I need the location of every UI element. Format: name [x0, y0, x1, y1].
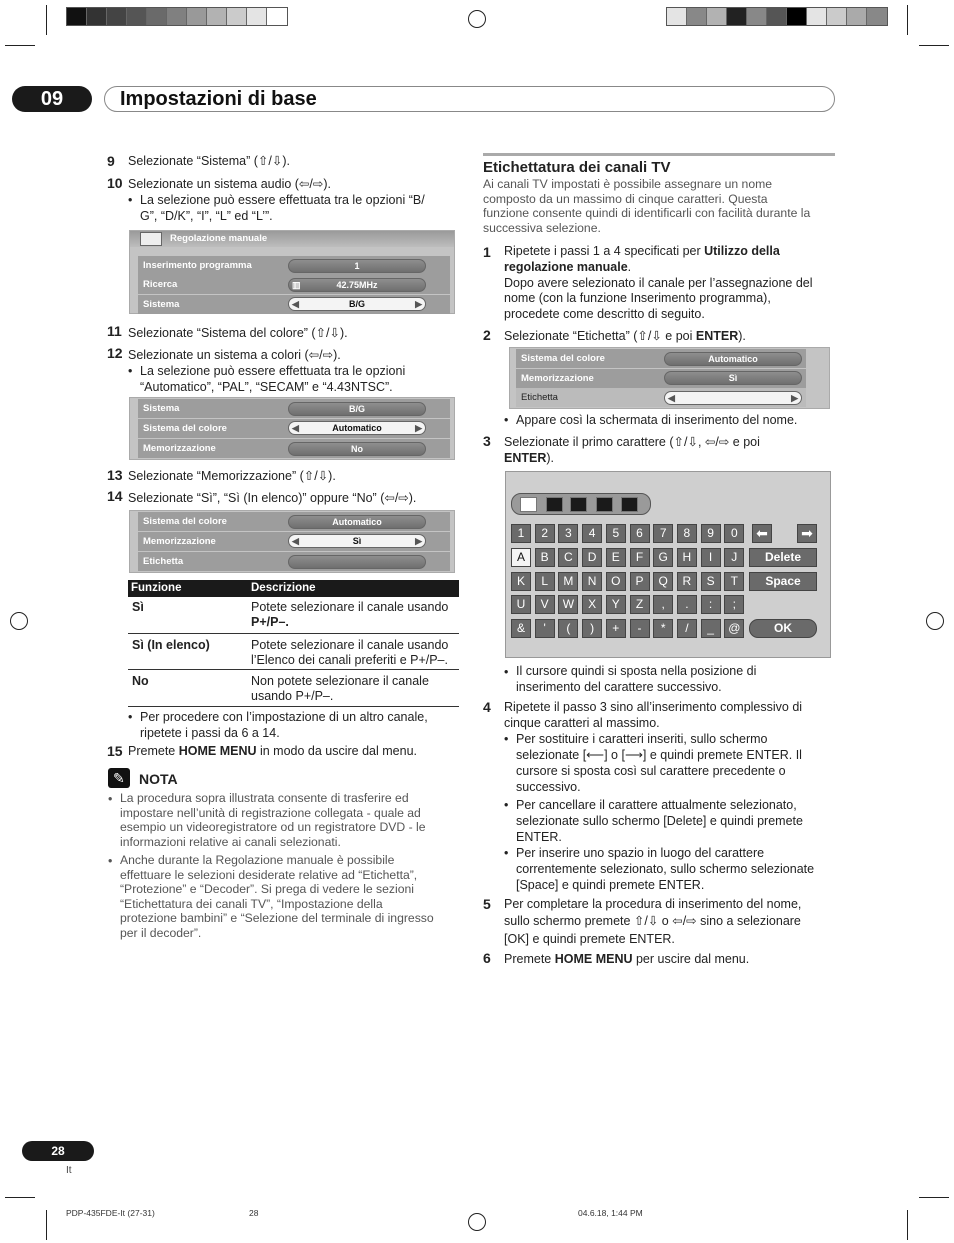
bullet: •	[128, 364, 133, 378]
color-bar-right	[666, 7, 888, 26]
key-1-6[interactable]: 6	[630, 524, 650, 543]
osd-title: Regolazione manuale	[170, 233, 268, 244]
step-9-text: Selezionate “Sistema” (⇧/⇩).	[128, 154, 290, 168]
page-title: Impostazioni di base	[120, 88, 317, 110]
step-10-text: Selezionate un sistema audio (⇦/⇨).	[128, 177, 331, 191]
step-14-text: Selezionate “Sì”, “Sì (In elenco)” oppure “No” (⇦/⇨).	[128, 491, 417, 505]
bullet: •	[504, 413, 509, 427]
table-header	[128, 580, 459, 597]
table-row	[128, 597, 459, 634]
after-table-bullet-2: ripetete i passi da 6 a 14.	[140, 726, 280, 740]
bullet: •	[504, 798, 509, 812]
table-cell-description: P+/P–.	[251, 615, 289, 629]
bullet: •	[504, 665, 509, 679]
osd-value-text: Automatico	[332, 423, 382, 433]
key-1-1[interactable]: 1	[511, 524, 531, 543]
note-title: NOTA	[139, 771, 178, 787]
key-3-7[interactable]: Q	[653, 572, 673, 591]
step-5-text: Per completare la procedura di inserimento del nome, sullo schermo premete ⇧/⇩ o ⇦/⇨ sino a selezionare [OK] e quindi premete ENTER.	[504, 897, 802, 946]
key-1-9[interactable]: 9	[701, 524, 721, 543]
key-4-10[interactable]: ;	[724, 595, 744, 614]
key-4-6[interactable]: Z	[630, 595, 650, 614]
osd-color-system	[129, 397, 455, 460]
arrow-right-icon: ▶	[415, 536, 422, 546]
key-1-3[interactable]: 3	[558, 524, 578, 543]
step-2-number: 2	[483, 327, 491, 343]
section-heading: Etichettatura dei canali TV	[483, 159, 671, 176]
osd-value: Automatico	[288, 515, 426, 529]
osd-row-label: Etichetta	[521, 392, 558, 403]
key-2-9[interactable]: I	[701, 548, 721, 567]
key-4-3[interactable]: W	[558, 595, 578, 614]
osd-value: 1	[288, 259, 426, 273]
key-1-2[interactable]: 2	[535, 524, 555, 543]
arrow-left-icon: ◀	[668, 393, 675, 403]
step-13-text: Selezionate “Memorizzazione” (⇧/⇩).	[128, 469, 336, 483]
step-11-text: Selezionate “Sistema del colore” (⇧/⇩).	[128, 326, 348, 340]
color-bar-left	[66, 7, 288, 26]
osd-selector[interactable]	[664, 391, 802, 405]
key-4-1[interactable]: U	[511, 595, 531, 614]
osd-memorization	[129, 510, 455, 573]
registration-mark-right	[926, 612, 944, 630]
step-10-bullet-1: La selezione può essere effettuata tra le opzioni “B/	[140, 193, 425, 207]
step-4-bullet-3: Per inserire uno spazio in luogo del carattere correntemente selezionato, sullo schermo selezionate [Space] e quindi premete ENTER.	[516, 846, 815, 893]
osd-label-select	[509, 347, 830, 409]
step-4-number: 4	[483, 699, 491, 715]
cursor-right-icon[interactable]: ➡	[797, 524, 817, 543]
chapter-number: 09	[12, 86, 92, 112]
bullet: •	[128, 710, 133, 724]
osd-row-label: Sistema	[143, 403, 180, 414]
step-9-number: 9	[107, 153, 115, 169]
ok-button[interactable]: OK	[749, 619, 817, 638]
key-5-10[interactable]: @	[724, 619, 744, 638]
key-5-1[interactable]: &	[511, 619, 531, 638]
key-4-8[interactable]: .	[677, 595, 697, 614]
osd-selector[interactable]	[288, 297, 426, 311]
step-12-number: 12	[107, 345, 123, 361]
name-entry-keyboard	[505, 471, 831, 658]
osd-value	[288, 555, 426, 569]
key-1-7[interactable]: 7	[653, 524, 673, 543]
key-4-2[interactable]: V	[535, 595, 555, 614]
step-14-number: 14	[107, 488, 123, 504]
footer-file: PDP-435FDE-It (27-31)	[66, 1208, 155, 1218]
table-cell-description: Potete selezionare il canale usando	[251, 600, 449, 614]
step-3-bullet: Il cursore quindi si sposta nella posizione di inserimento del carattere successivo.	[516, 664, 757, 694]
key-2-1[interactable]: A	[511, 548, 531, 567]
osd-value: B/G	[288, 402, 426, 416]
channel-icon: ▥	[292, 280, 301, 290]
arrow-left-icon: ◀	[292, 536, 299, 546]
osd-header	[130, 231, 454, 247]
step-6-text: Premete HOME MENU per uscire dal menu.	[504, 952, 750, 966]
key-2-2[interactable]: B	[535, 548, 555, 567]
step-11-number: 11	[107, 323, 122, 339]
key-3-9[interactable]: S	[701, 572, 721, 591]
key-5-6[interactable]: -	[630, 619, 650, 638]
osd-manual-setup	[129, 230, 455, 314]
step-10-bullet-2: G”, “D/K”, “I”, “L” ed “L’”.	[140, 209, 273, 223]
key-1-4[interactable]: 4	[582, 524, 602, 543]
bullet: •	[504, 732, 509, 746]
key-3-1[interactable]: K	[511, 572, 531, 591]
arrow-right-icon: ▶	[415, 299, 422, 309]
osd-value-text: B/G	[348, 299, 365, 309]
step-12-bullet-1: La selezione può essere effettuata tra le opzioni	[140, 364, 406, 378]
key-3-3[interactable]: M	[558, 572, 578, 591]
osd-row-label: Memorizzazione	[521, 373, 594, 384]
bullet: •	[128, 193, 133, 207]
name-entry-field[interactable]	[511, 493, 651, 515]
key-2-7[interactable]: G	[653, 548, 673, 567]
step-1-text: Ripetete i passi 1 a 4 specificati per Utilizzo della regolazione manuale. Dopo avere selezionato il canale per l’assegnazione del nome (con la funzione Inserimento programma), procedete come descritto di seguito.	[504, 244, 813, 322]
key-2-8[interactable]: H	[677, 548, 697, 567]
footer-date: 04.6.18, 1:44 PM	[578, 1208, 643, 1218]
note-pencil-icon: ✎	[108, 768, 130, 788]
arrow-right-icon: ▶	[415, 423, 422, 433]
registration-mark-left	[10, 612, 28, 630]
table-row	[128, 634, 459, 670]
page-number-badge: 28	[22, 1141, 94, 1161]
step-5-number: 5	[483, 896, 491, 912]
osd-row-label: Memorizzazione	[143, 443, 216, 454]
step-15-number: 15	[107, 743, 123, 759]
osd-value: Automatico	[664, 352, 802, 366]
table-cell-description: usando P+/P–.	[251, 689, 334, 703]
step-4-text: Ripetete il passo 3 sino all’inserimento complessivo di cinque caratteri al massimo.	[504, 700, 803, 730]
after-table-bullet-1: Per procedere con l’impostazione di un altro canale,	[140, 710, 428, 724]
bullet: •	[504, 846, 509, 860]
osd-row-label: Sistema del colore	[143, 423, 227, 434]
osd-value-text: 42.75MHz	[336, 280, 378, 290]
osd-value-text: Sì	[352, 536, 362, 546]
key-5-8[interactable]: /	[677, 619, 697, 638]
key-5-3[interactable]: (	[558, 619, 578, 638]
step-2-bullet: Appare così la schermata di inserimento del nome.	[516, 413, 798, 427]
cursor-left-icon[interactable]: ⬅	[752, 524, 772, 543]
key-5-2[interactable]: '	[535, 619, 555, 638]
osd-selector[interactable]	[288, 421, 426, 435]
bullet: •	[108, 792, 113, 806]
osd-row-label: Inserimento programma	[143, 260, 252, 271]
table-row	[128, 670, 459, 707]
step-4-bullet-2: Per cancellare il carattere attualmente selezionato, selezionate sullo schermo [Delete] e quindi premete ENTER.	[516, 798, 803, 845]
arrow-right-icon: ▶	[791, 393, 798, 403]
table-cell-description: Non potete selezionare il canale	[251, 674, 429, 688]
osd-value: Sì	[664, 371, 802, 385]
key-2-4[interactable]: D	[582, 548, 602, 567]
space-button[interactable]: Space	[749, 572, 817, 591]
key-5-9[interactable]: _	[701, 619, 721, 638]
step-1-number: 1	[483, 244, 491, 260]
key-4-9[interactable]: :	[701, 595, 721, 614]
step-10-number: 10	[107, 175, 123, 191]
key-3-4[interactable]: N	[582, 572, 602, 591]
key-3-6[interactable]: P	[630, 572, 650, 591]
osd-row-label: Sistema del colore	[143, 516, 227, 527]
table-cell-function: Sì (In elenco)	[132, 638, 210, 652]
section-intro: Ai canali TV impostati è possibile assegnare un nome composto da un massimo di cinque caratteri. Questa funzione consente quindi di identificarli con facilità durante la successiva selezione.	[483, 177, 811, 235]
key-4-5[interactable]: Y	[606, 595, 626, 614]
registration-mark-bottom	[468, 1213, 486, 1231]
osd-selector[interactable]	[288, 534, 426, 548]
step-4-bullet-1: Per sostituire i caratteri inseriti, sullo schermo selezionate [⟵] o [⟶] e quindi premete ENTER. Il cursore si sposta così sul carattere precedente o successivo.	[516, 732, 802, 795]
osd-row-label: Memorizzazione	[143, 536, 216, 547]
key-4-4[interactable]: X	[582, 595, 602, 614]
delete-button[interactable]: Delete	[749, 548, 817, 567]
section-rule	[483, 153, 835, 156]
osd-value: No	[288, 442, 426, 456]
table-header-function: Funzione	[131, 582, 182, 594]
osd-value	[288, 278, 426, 292]
key-4-7[interactable]: ,	[653, 595, 673, 614]
table-cell-description: l’Elenco dei canali preferiti e P+/P–.	[251, 653, 448, 667]
key-3-2[interactable]: L	[535, 572, 555, 591]
note-1: La procedura sopra illustrata consente di trasferire ed impostare nell’unità di registrazione collegata - quale ad esempio un videoregistratore od un registratore DVD - le informazioni relative ai canali selezionati.	[120, 791, 426, 849]
table-cell-function: Sì	[132, 600, 144, 614]
key-2-6[interactable]: F	[630, 548, 650, 567]
menu-icon	[140, 232, 162, 246]
step-12-bullet-2: “Automatico”, “PAL”, “SECAM” e “4.43NTSC”.	[140, 380, 393, 394]
osd-row-label: Sistema del colore	[521, 353, 605, 364]
key-2-10[interactable]: J	[724, 548, 744, 567]
registration-mark-top	[468, 10, 486, 28]
key-5-7[interactable]: *	[653, 619, 673, 638]
arrow-left-icon: ◀	[292, 299, 299, 309]
key-3-10[interactable]: T	[724, 572, 744, 591]
osd-row-label: Etichetta	[143, 556, 184, 567]
note-2: Anche durante la Regolazione manuale è possibile effettuare le selezioni desiderate relative ad “Etichetta”, “Protezione” e “Decoder”. Si prega di vedere le sezioni “Etichettatura dei canali TV”, “Impostazione della protezione bambini” e “Selezione del terminale di ingresso per il decoder”.	[120, 853, 434, 940]
table-header-description: Descrizione	[251, 582, 316, 594]
key-1-10[interactable]: 0	[724, 524, 744, 543]
step-6-number: 6	[483, 950, 491, 966]
osd-row-label: Ricerca	[143, 279, 178, 290]
key-3-5[interactable]: O	[606, 572, 626, 591]
key-1-5[interactable]: 5	[606, 524, 626, 543]
osd-row-label: Sistema	[143, 299, 180, 310]
bullet: •	[108, 854, 113, 868]
key-1-8[interactable]: 8	[677, 524, 697, 543]
key-5-5[interactable]: +	[606, 619, 626, 638]
step-2-text: Selezionate “Etichetta” (⇧/⇩ e poi ENTER).	[504, 329, 746, 343]
step-13-number: 13	[107, 467, 123, 483]
step-3-number: 3	[483, 433, 491, 449]
step-15-text: Premete HOME MENU in modo da uscire dal menu.	[128, 744, 418, 758]
key-2-3[interactable]: C	[558, 548, 578, 567]
key-5-4[interactable]: )	[582, 619, 602, 638]
function-table	[128, 580, 459, 707]
step-3-text: Selezionate il primo carattere (⇧/⇩, ⇦/⇨ e poi ENTER).	[504, 435, 760, 465]
language-code: It	[66, 1165, 72, 1176]
footer-page: 28	[249, 1208, 259, 1218]
table-cell-description: Potete selezionare il canale usando	[251, 638, 449, 652]
table-cell-function: No	[132, 674, 149, 688]
key-3-8[interactable]: R	[677, 572, 697, 591]
key-2-5[interactable]: E	[606, 548, 626, 567]
step-12-text: Selezionate un sistema a colori (⇦/⇨).	[128, 348, 341, 362]
arrow-left-icon: ◀	[292, 423, 299, 433]
